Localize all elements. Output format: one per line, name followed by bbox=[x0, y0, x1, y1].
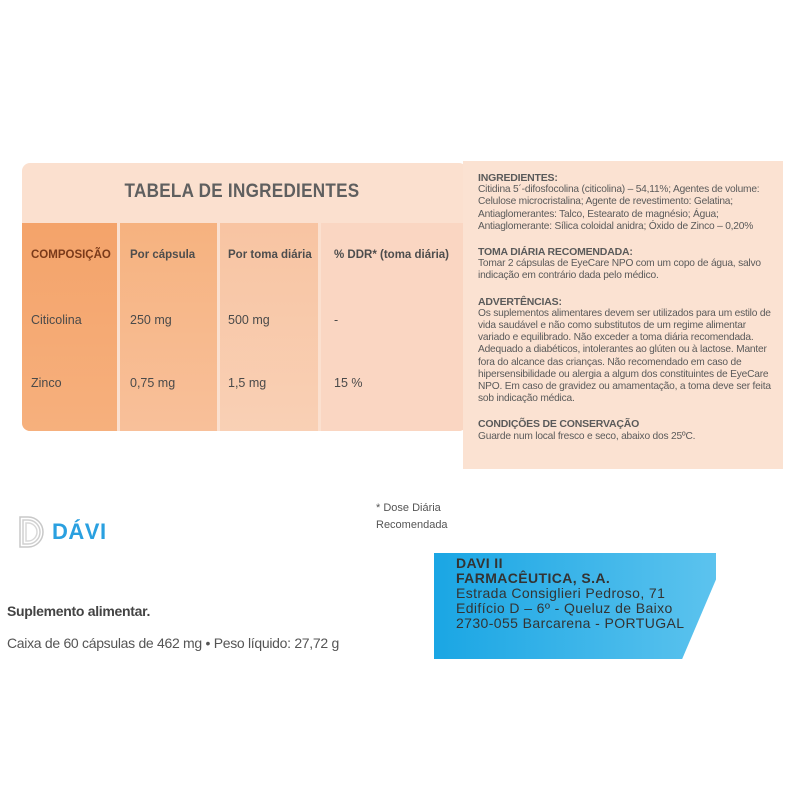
ingredients-section bbox=[478, 172, 778, 233]
row-zinco-ddr: 15 % bbox=[334, 376, 363, 390]
davi-logo-text: DÁVI bbox=[52, 519, 107, 544]
info-text bbox=[478, 172, 778, 456]
ingredients-table bbox=[22, 163, 467, 431]
company-address-line2: Edifício D – 6º - Queluz de Baixo bbox=[456, 600, 673, 616]
warnings-section bbox=[478, 296, 778, 406]
davi-logo-icon bbox=[18, 515, 44, 549]
supplement-title: Suplemento alimentar. bbox=[7, 603, 151, 619]
row-citicolina-ddr: - bbox=[334, 313, 339, 327]
row-zinco-per-capsule: 0,75 mg bbox=[130, 376, 176, 390]
row-citicolina-per-daily: 500 mg bbox=[228, 313, 270, 327]
dose-heading: TOMA DIÁRIA RECOMENDADA: bbox=[478, 246, 633, 259]
header-per-daily-dose: Por toma diária bbox=[228, 249, 312, 261]
row-citicolina-name: Citicolina bbox=[31, 313, 82, 327]
ingredients-body: Citidina 5´-difosfocolina (citicolina) – 54,11%; Agentes de volume: Celulose microcristalina; Agente de revestimento: Gelatina; Antiaglomerantes: Talco, Estearato de magnésio; Água; Antiaglomerante: Sílica coloidal anidra; Óxido de Zinco – 0,20% bbox=[478, 184, 760, 232]
davi-logo bbox=[18, 515, 107, 549]
header-ddr: % DDR* (toma diária) bbox=[334, 249, 450, 261]
storage-section bbox=[478, 418, 778, 442]
supplement-subtitle: Caixa de 60 cápsulas de 462 mg • Peso líquido: 27,72 g bbox=[7, 635, 339, 651]
dose-section bbox=[478, 246, 778, 283]
company-address-line3: 2730-055 Barcarena - PORTUGAL bbox=[456, 615, 685, 631]
row-zinco-per-daily: 1,5 mg bbox=[228, 376, 267, 390]
row-citicolina-per-capsule: 250 mg bbox=[130, 313, 172, 327]
dose-footnote-line2: Recomendada bbox=[376, 519, 448, 531]
warnings-body: Os suplementos alimentares devem ser utilizados para um estilo de vida saudável e não como substitutos de um regime alimentar variado e equilibrado. Não exceder a toma diária recomendada. Adequado a diabéticos, intolerantes ao glúten ou à lactose. Manter fora do alcance das crianças. Não recomendado em caso de hipersensibilidade ou alergia a algum dos constituintes de EyeCare NPO. Em caso de gravidez ou amamentação, a toma deve ser feita sob indicação médica. bbox=[478, 307, 771, 405]
company-name-line2: FARMACÊUTICA, S.A. bbox=[456, 570, 611, 586]
company-name-line1: DAVI II bbox=[456, 555, 503, 571]
dose-body: Tomar 2 cápsulas de EyeCare NPO com um copo de água, salvo indicação em contrário dada pelo médico. bbox=[478, 258, 761, 282]
warnings-heading: ADVERTÊNCIAS: bbox=[478, 295, 562, 308]
header-per-capsule: Por cápsula bbox=[130, 249, 196, 261]
dose-footnote bbox=[376, 500, 448, 534]
storage-heading: CONDIÇÕES DE CONSERVAÇÃO bbox=[478, 418, 640, 431]
table-title: TABELA DE INGREDIENTES bbox=[124, 181, 360, 202]
storage-body: Guarde num local fresco e seco, abaixo dos 25ºC. bbox=[478, 430, 696, 442]
company-info bbox=[456, 556, 684, 631]
header-composition: COMPOSIÇÃO bbox=[31, 249, 111, 261]
dose-footnote-line1: * Dose Diária bbox=[376, 502, 441, 514]
ingredients-heading: INGREDIENTES: bbox=[478, 172, 558, 184]
company-address-line1: Estrada Consiglieri Pedroso, 71 bbox=[456, 585, 666, 601]
row-zinco-name: Zinco bbox=[31, 376, 62, 390]
